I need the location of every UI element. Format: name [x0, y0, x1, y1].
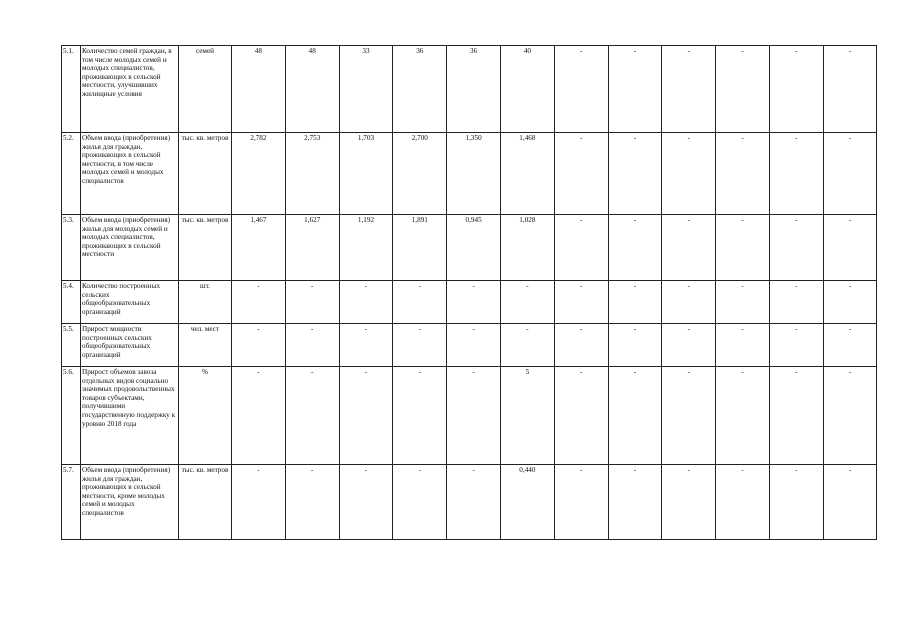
table-row: [62, 46, 877, 133]
value-cell: -: [554, 367, 608, 465]
value-cell: -: [769, 465, 823, 540]
unit-of-measure: тыс. кв. метров: [179, 465, 232, 540]
value-cell: -: [339, 367, 393, 465]
value-cell: -: [554, 46, 608, 133]
value-cell: -: [662, 215, 716, 281]
value-cell: -: [769, 46, 823, 133]
value-cell: 33: [339, 46, 393, 133]
value-cell: -: [823, 465, 876, 540]
unit-of-measure: чел. мест: [179, 324, 232, 367]
value-cell: -: [393, 324, 447, 367]
value-cell: -: [716, 281, 770, 324]
table-row: [62, 133, 877, 215]
unit-of-measure: тыс. кв. метров: [179, 215, 232, 281]
value-cell: -: [393, 465, 447, 540]
value-cell: -: [769, 281, 823, 324]
table-row: [62, 367, 877, 465]
value-cell: -: [823, 46, 876, 133]
value-cell: -: [447, 281, 501, 324]
value-cell: -: [608, 367, 662, 465]
value-cell: -: [554, 465, 608, 540]
value-cell: -: [662, 324, 716, 367]
value-cell: -: [232, 281, 286, 324]
indicator-name: Количество построенных сельских общеобразовательных организаций: [81, 281, 179, 324]
row-number: 5.6.: [62, 367, 81, 465]
value-cell: -: [823, 281, 876, 324]
value-cell: -: [447, 465, 501, 540]
indicator-name: Объем ввода (приобретения) жилья для граждан, проживающих в сельской местности, в том числе молодых семей и молодых специалистов: [81, 133, 179, 215]
unit-of-measure: тыс. кв. метров: [179, 133, 232, 215]
value-cell: 36: [447, 46, 501, 133]
value-cell: -: [608, 324, 662, 367]
unit-of-measure: %: [179, 367, 232, 465]
value-cell: 1,468: [500, 133, 554, 215]
value-cell: 2,782: [232, 133, 286, 215]
unit-of-measure: шт.: [179, 281, 232, 324]
value-cell: -: [716, 133, 770, 215]
unit-of-measure: семей: [179, 46, 232, 133]
row-number: 5.5.: [62, 324, 81, 367]
value-cell: -: [662, 465, 716, 540]
value-cell: -: [662, 46, 716, 133]
value-cell: -: [554, 133, 608, 215]
value-cell: -: [608, 46, 662, 133]
value-cell: 2,753: [285, 133, 339, 215]
value-cell: 1,703: [339, 133, 393, 215]
value-cell: -: [769, 133, 823, 215]
value-cell: -: [716, 46, 770, 133]
value-cell: 5: [500, 367, 554, 465]
value-cell: -: [662, 133, 716, 215]
value-cell: -: [823, 133, 876, 215]
value-cell: -: [608, 465, 662, 540]
value-cell: 1,467: [232, 215, 286, 281]
value-cell: -: [500, 324, 554, 367]
indicator-name: Прирост объемов завоза отдельных видов социально значимых продовольственных товаров субъектами, получившими государственную поддержку к уровню 2018 года: [81, 367, 179, 465]
value-cell: -: [662, 281, 716, 324]
value-cell: -: [447, 367, 501, 465]
table-row: [62, 465, 877, 540]
value-cell: -: [232, 465, 286, 540]
value-cell: -: [716, 465, 770, 540]
value-cell: -: [823, 367, 876, 465]
value-cell: 36: [393, 46, 447, 133]
value-cell: -: [662, 367, 716, 465]
value-cell: -: [823, 324, 876, 367]
value-cell: 40: [500, 46, 554, 133]
value-cell: -: [716, 367, 770, 465]
value-cell: -: [232, 367, 286, 465]
indicators-table: [61, 45, 877, 540]
value-cell: 1,192: [339, 215, 393, 281]
value-cell: -: [339, 281, 393, 324]
value-cell: -: [285, 465, 339, 540]
value-cell: -: [823, 215, 876, 281]
row-number: 5.7.: [62, 465, 81, 540]
value-cell: -: [769, 367, 823, 465]
value-cell: 1,028: [500, 215, 554, 281]
value-cell: -: [285, 367, 339, 465]
value-cell: -: [554, 281, 608, 324]
table-row: [62, 281, 877, 324]
value-cell: 2,700: [393, 133, 447, 215]
row-number: 5.2.: [62, 133, 81, 215]
indicator-name: Объем ввода (приобретения) жилья для граждан, проживающих в сельской местности, кроме молодых семей и молодых специалистов: [81, 465, 179, 540]
value-cell: -: [554, 324, 608, 367]
value-cell: -: [500, 281, 554, 324]
value-cell: -: [393, 281, 447, 324]
value-cell: 1,627: [285, 215, 339, 281]
value-cell: -: [393, 367, 447, 465]
indicator-name: Прирост мощности построенных сельских общеобразовательных организаций: [81, 324, 179, 367]
value-cell: -: [285, 324, 339, 367]
value-cell: 0,440: [500, 465, 554, 540]
row-number: 5.1.: [62, 46, 81, 133]
table-row: [62, 324, 877, 367]
indicator-name: Количество семей граждан, в том числе молодых семей и молодых специалистов, проживающих в сельской местности, улучшивших жилищные условия: [81, 46, 179, 133]
value-cell: 48: [285, 46, 339, 133]
value-cell: -: [285, 281, 339, 324]
value-cell: -: [608, 281, 662, 324]
value-cell: -: [769, 215, 823, 281]
value-cell: 1,891: [393, 215, 447, 281]
value-cell: -: [769, 324, 823, 367]
table-row: [62, 215, 877, 281]
value-cell: -: [232, 324, 286, 367]
indicator-name: Объем ввода (приобретения) жилья для молодых семей и молодых специалистов, проживающих в сельской местности: [81, 215, 179, 281]
row-number: 5.4.: [62, 281, 81, 324]
value-cell: -: [716, 324, 770, 367]
value-cell: 48: [232, 46, 286, 133]
value-cell: -: [339, 324, 393, 367]
value-cell: -: [608, 215, 662, 281]
value-cell: -: [554, 215, 608, 281]
value-cell: -: [716, 215, 770, 281]
value-cell: 1,350: [447, 133, 501, 215]
value-cell: -: [339, 465, 393, 540]
value-cell: 0,945: [447, 215, 501, 281]
value-cell: -: [608, 133, 662, 215]
value-cell: -: [447, 324, 501, 367]
row-number: 5.3.: [62, 215, 81, 281]
